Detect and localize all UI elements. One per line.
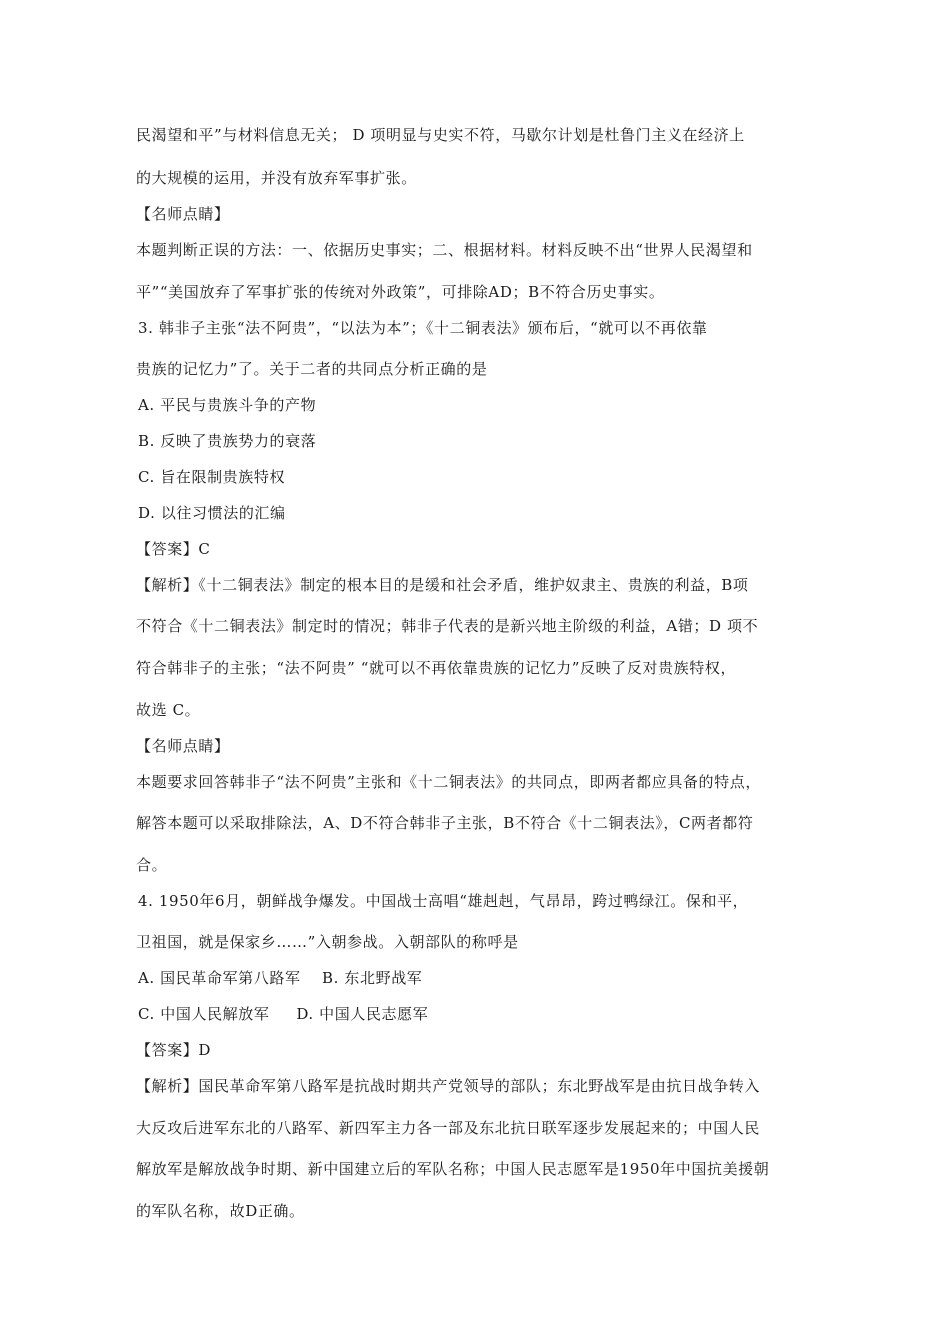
option-row-ab: A. 国民革命军第八路军 B. 东北野战军 xyxy=(138,969,423,987)
answer-line: 【答案】D xyxy=(136,1041,212,1059)
question-4-stem: 卫祖国，就是保家乡……”入朝参战。入朝部队的称呼是 xyxy=(136,933,519,951)
question-3-stem: 3. 韩非子主张“法不阿贵”，“以法为本”；《十二铜表法》颁布后，“就可以不再依靠 xyxy=(138,319,708,337)
section-heading: 【名师点睛】 xyxy=(136,205,230,223)
analysis-line: 故选 C。 xyxy=(136,701,201,719)
text-line: 解答本题可以采取排除法，A、D不符合韩非子主张，B不符合《十二铜表法》，C两者都符 xyxy=(136,814,754,832)
text-line: 本题判断正误的方法：一、依据历史事实；二、根据材料。材料反映不出“世界人民渴望和 xyxy=(136,241,753,259)
analysis-line: 符合韩非子的主张；“法不阿贵” “就可以不再依靠贵族的记忆力”反映了反对贵族特权， xyxy=(136,659,737,677)
option-row-cd: C. 中国人民解放军 D. 中国人民志愿军 xyxy=(138,1005,429,1023)
analysis-line: 不符合《十二铜表法》制定时的情况；韩非子代表的是新兴地主阶级的利益，A错；D 项不 xyxy=(136,617,759,635)
text-line: 的大规模的运用，并没有放弃军事扩张。 xyxy=(136,169,417,187)
analysis-line: 大反攻后进军东北的八路军、新四军主力各一部及东北抗日联军逐步发展起来的；中国人民 xyxy=(136,1119,761,1137)
text-line: 合。 xyxy=(136,856,168,874)
analysis-line: 的军队名称，故D正确。 xyxy=(136,1202,305,1220)
analysis-line: 【解析】《十二铜表法》制定的根本目的是缓和社会矛盾，维护奴隶主、贵族的利益，B项 xyxy=(136,576,749,594)
text-line: 平”“美国放弃了军事扩张的传统对外政策”，可排除AD；B不符合历史事实。 xyxy=(136,283,665,301)
option-d: D. 以往习惯法的汇编 xyxy=(138,504,286,522)
analysis-line: 【解析】国民革命军第八路军是抗战时期共产党领导的部队；东北野战军是由抗日战争转入 xyxy=(136,1077,761,1095)
option-c: C. 旨在限制贵族特权 xyxy=(138,468,286,486)
section-heading: 【名师点睛】 xyxy=(136,737,230,755)
option-b: B. 反映了贵族势力的衰落 xyxy=(138,432,317,450)
option-a: A. 平民与贵族斗争的产物 xyxy=(138,396,317,414)
text-line: 民渴望和平”与材料信息无关； D 项明显与史实不符，马歇尔计划是杜鲁门主义在经济上 xyxy=(136,126,745,144)
text-line: 本题要求回答韩非子“法不阿贵”主张和《十二铜表法》的共同点，即两者都应具备的特点， xyxy=(136,773,761,791)
question-3-stem: 贵族的记忆力”了。关于二者的共同点分析正确的是 xyxy=(136,360,488,378)
analysis-line: 解放军是解放战争时期、新中国建立后的军队名称；中国人民志愿军是1950年中国抗美援朝 xyxy=(136,1160,770,1178)
answer-line: 【答案】C xyxy=(136,540,211,558)
question-4-stem: 4. 1950年6月，朝鲜战争爆发。中国战士高唱“雄赳赳，气昂昂，跨过鸭绿江。保和平， xyxy=(138,892,749,910)
